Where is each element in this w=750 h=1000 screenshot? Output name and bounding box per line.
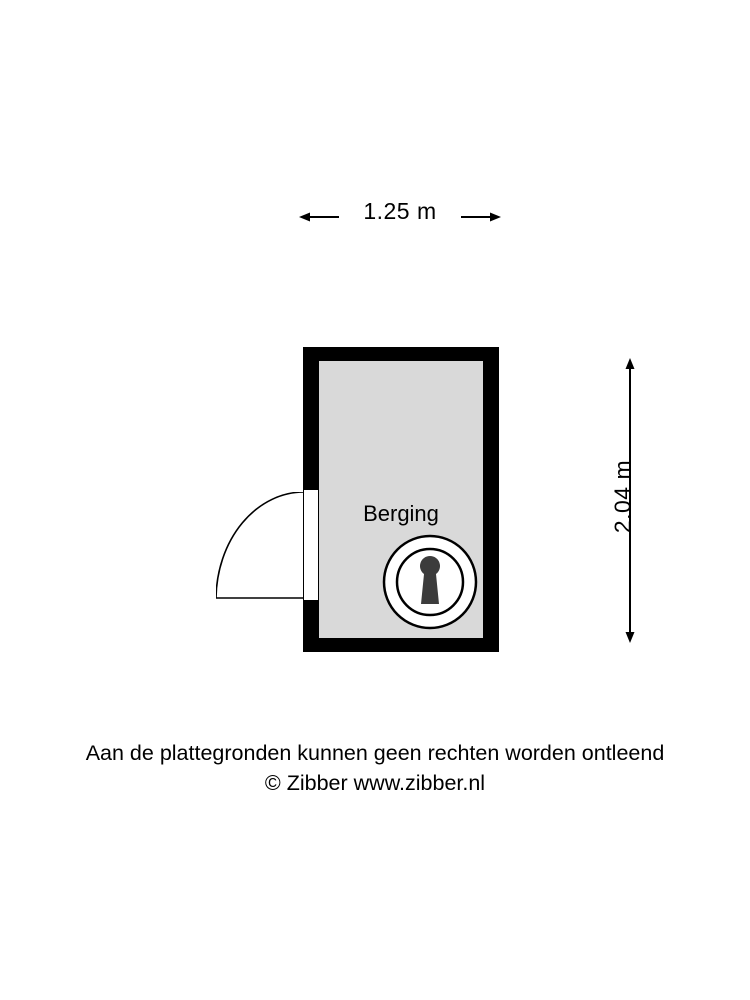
- height-dimension: [596, 358, 656, 643]
- room-label: Berging: [363, 501, 439, 526]
- arrow-right-icon: [461, 210, 501, 222]
- height-dimension-label: 2.04 m: [609, 459, 636, 534]
- width-dimension-label: 1.25 m: [363, 198, 437, 224]
- width-dimension: [300, 196, 500, 236]
- footer-copyright: © Zibber www.zibber.nl: [264, 771, 486, 795]
- door-swing-icon: [216, 492, 304, 600]
- arrow-left-icon: [299, 210, 339, 222]
- door-opening: [303, 490, 319, 600]
- washing-machine-icon: [382, 534, 478, 630]
- footer: [0, 738, 750, 798]
- footer-disclaimer: Aan de plattegronden kunnen geen rechten worden ontleend: [85, 741, 665, 765]
